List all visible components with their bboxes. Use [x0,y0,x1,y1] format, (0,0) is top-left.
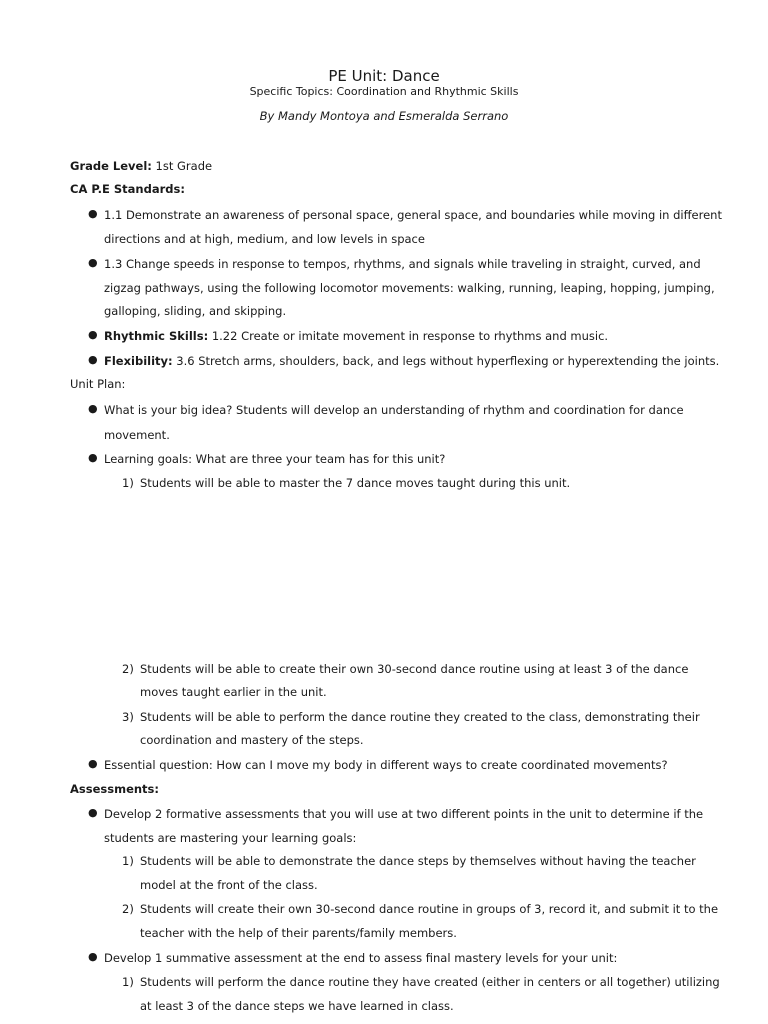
goal-3-line-2: coordination and mastery of the steps. [140,733,364,747]
summative-1-line-1: Students will perform the dance routine they have created (either in centers or all together) utilizing [140,975,720,989]
goal-1-line-1: Students will be able to master the 7 dance moves taught during this unit. [140,476,571,490]
authors-line: By Mandy Montoya and Esmeralda Serrano [259,109,509,123]
standard-flexibility [104,354,719,368]
rhythmic-skills-text: 1.22 Create or imitate movement in response to rhythms and music. [208,329,609,343]
big-idea-line-2: movement. [104,428,170,442]
bullet-icon: ● [88,806,98,819]
formative-1-line-1: Students will be able to demonstrate the dance steps by themselves without having the teacher [140,854,696,868]
standard-1-line-2: directions and at high, medium, and low levels in space [104,232,425,246]
standard-rhythmic [104,329,608,343]
formative-1-line-2: model at the front of the class. [140,878,318,892]
grade-level-value: 1st Grade [151,159,213,173]
summative-heading: Develop 1 summative assessment at the end to assess final mastery levels for your unit: [104,951,618,965]
formative-2-line-1: Students will create their own 30-second dance routine in groups of 3, record it, and submit it to the [140,902,719,916]
grade-level [70,159,212,173]
formative-line-2: students are mastering your learning goals: [104,831,357,845]
formative-number: 2) [122,902,134,916]
standard-2-line-1: 1.3 Change speeds in response to tempos, rhythms, and signals while traveling in straight, curved, and [104,257,701,271]
goal-2-line-2: moves taught earlier in the unit. [140,685,327,699]
bullet-icon: ● [88,950,98,963]
standards-heading: CA P.E Standards: [70,182,185,196]
rhythmic-skills-label: Rhythmic Skills: [104,329,209,343]
formative-2-line-2: teacher with the help of their parents/family members. [140,926,457,940]
unit-plan-heading: Unit Plan: [70,377,126,391]
goal-number: 3) [122,710,134,724]
page-title: PE Unit: Dance [328,67,440,85]
summative-1-line-2: at least 3 of the dance steps we have learned in class. [140,999,454,1013]
big-idea-line-1: What is your big idea? Students will develop an understanding of rhythm and coordination for dance [104,403,684,417]
standard-2-line-3: galloping, sliding, and skipping. [104,304,287,318]
bullet-icon: ● [88,757,98,770]
bullet-icon: ● [88,353,98,366]
bullet-icon: ● [88,451,98,464]
essential-question: Essential question: How can I move my body in different ways to create coordinated movements? [104,758,668,772]
goal-number: 2) [122,662,134,676]
bullet-icon: ● [88,328,98,341]
goal-3-line-1: Students will be able to perform the dance routine they created to the class, demonstrating their [140,710,700,724]
formative-number: 1) [122,854,134,868]
goal-number: 1) [122,476,134,490]
goal-2-line-1: Students will be able to create their own 30-second dance routine using at least 3 of the dance [140,662,689,676]
bullet-icon: ● [88,207,98,220]
grade-level-label: Grade Level: [70,159,152,173]
learning-goals-heading: Learning goals: What are three your team has for this unit? [104,452,446,466]
page-subtitle: Specific Topics: Coordination and Rhythmic Skills [249,85,519,98]
summative-number: 1) [122,975,134,989]
bullet-icon: ● [88,402,98,415]
bullet-icon: ● [88,256,98,269]
standard-2-line-2: zigzag pathways, using the following locomotor movements: walking, running, leaping, hopping, jumping, [104,281,715,295]
flexibility-label: Flexibility: [104,354,173,368]
flexibility-text: 3.6 Stretch arms, shoulders, back, and legs without hyperflexing or hyperextending the joints. [172,354,720,368]
assessments-heading: Assessments: [70,782,159,796]
formative-line-1: Develop 2 formative assessments that you will use at two different points in the unit to determine if the [104,807,704,821]
standard-1-line-1: 1.1 Demonstrate an awareness of personal space, general space, and boundaries while moving in different [104,208,722,222]
